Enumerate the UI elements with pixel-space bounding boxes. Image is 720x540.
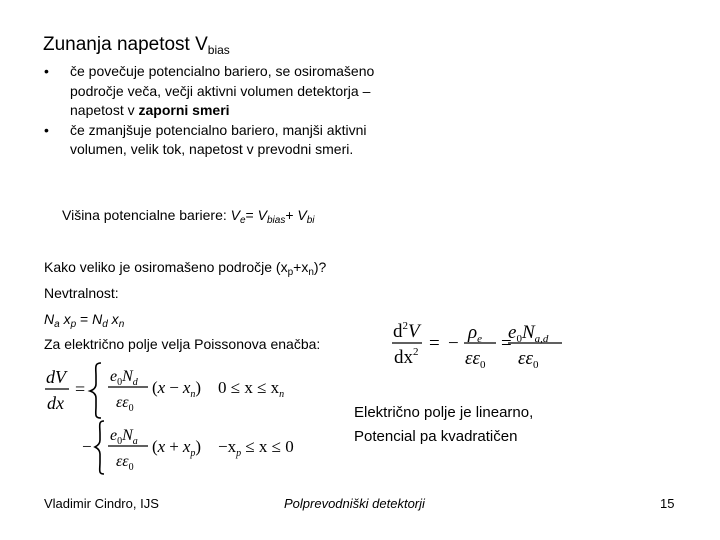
- neutrality-label: Nevtralnost:: [44, 285, 119, 301]
- footer-course: Polprevodniški detektorji: [284, 496, 425, 511]
- svg-text:εε0: $\varepsilon\varepsilon_0$: [518, 348, 539, 371]
- svg-text:=: =: [501, 333, 512, 354]
- svg-text:e0Na: $e_0N_a$: [110, 427, 138, 447]
- svg-text:=: =: [429, 333, 440, 354]
- bullet-icon: •: [44, 121, 49, 138]
- bullet-text: če zmanjšuje potencialno bariero, manjši aktivni volumen, velik tok, napetost v prevodni smeri.: [70, 121, 367, 158]
- field-equation-n-side: [42, 358, 292, 418]
- title-subscript: bias: [207, 43, 230, 57]
- svg-text:ρe: $\rho_e$: [468, 322, 483, 345]
- poisson-label: Za električno polje velja Poissonova enačba:: [44, 336, 321, 352]
- svg-text:−xp ≤ x ≤ 0: $-x_p \le x \le 0$: [218, 437, 294, 459]
- conclusion-text: [354, 401, 533, 449]
- footer-page-number: 15: [660, 496, 675, 511]
- svg-text:e0Na,d: $e_0N_{a,d}$: [508, 322, 549, 345]
- svg-text:εε0: $\varepsilon\varepsilon_0$: [116, 394, 134, 414]
- bullet-bold-text: zaporni smeri: [138, 102, 230, 119]
- neutrality-equation: $N_a$ $x_p = N_d$ $x_n$: [44, 311, 125, 330]
- footer-author: Vladimir Cindro, IJS: [44, 496, 159, 511]
- svg-text:−: −: [448, 333, 459, 354]
- conclusion-line: Potencial pa kvadratičen: [354, 428, 518, 445]
- svg-text:e0Nd: $e_0N_d$: [110, 368, 138, 388]
- svg-text:−: −: [82, 437, 92, 456]
- svg-text:dV: dV: [46, 367, 66, 387]
- slide-title: [43, 34, 230, 57]
- svg-text:(x+xp): $(x + x_p)$: [152, 437, 202, 459]
- depletion-question: Kako veliko je osiromašeno področje $(x_p+x_n)$?: [44, 259, 327, 278]
- svg-text:=: =: [75, 379, 86, 399]
- svg-text:εε0: $\varepsilon\varepsilon_0$: [465, 348, 486, 371]
- svg-text:dx: dx: [47, 393, 64, 413]
- svg-text:(x−xn): $(x - x_n)$: [152, 378, 202, 400]
- svg-text:0 ≤ x ≤ xn: $0 \le x \le x_n$: [218, 378, 285, 400]
- field-equation-p-side: [82, 418, 304, 476]
- bullet-text: če povečuje potencialno bariero, se osiromašeno področje veča, večji aktivni volumen detektorja – napetost v: [70, 63, 375, 119]
- bullet-icon: •: [44, 63, 49, 79]
- bullet-item: [44, 121, 389, 160]
- svg-text:d2V: $d^2V$: [393, 320, 420, 342]
- conclusion-line: Električno polje je linearno,: [354, 404, 534, 421]
- title-main: Zunanja napetost V: [43, 34, 208, 55]
- svg-text:dx2: $dx^2$: [394, 346, 419, 368]
- bullet-list: [44, 62, 389, 160]
- bullet-item: [44, 62, 389, 121]
- svg-text:εε0: $\varepsilon\varepsilon_0$: [116, 453, 134, 473]
- poisson-equation: [388, 316, 578, 372]
- barrier-height-line: Višina potencialne bariere: $V_e= V_{bias}+ V_{bi}$: [62, 207, 315, 226]
